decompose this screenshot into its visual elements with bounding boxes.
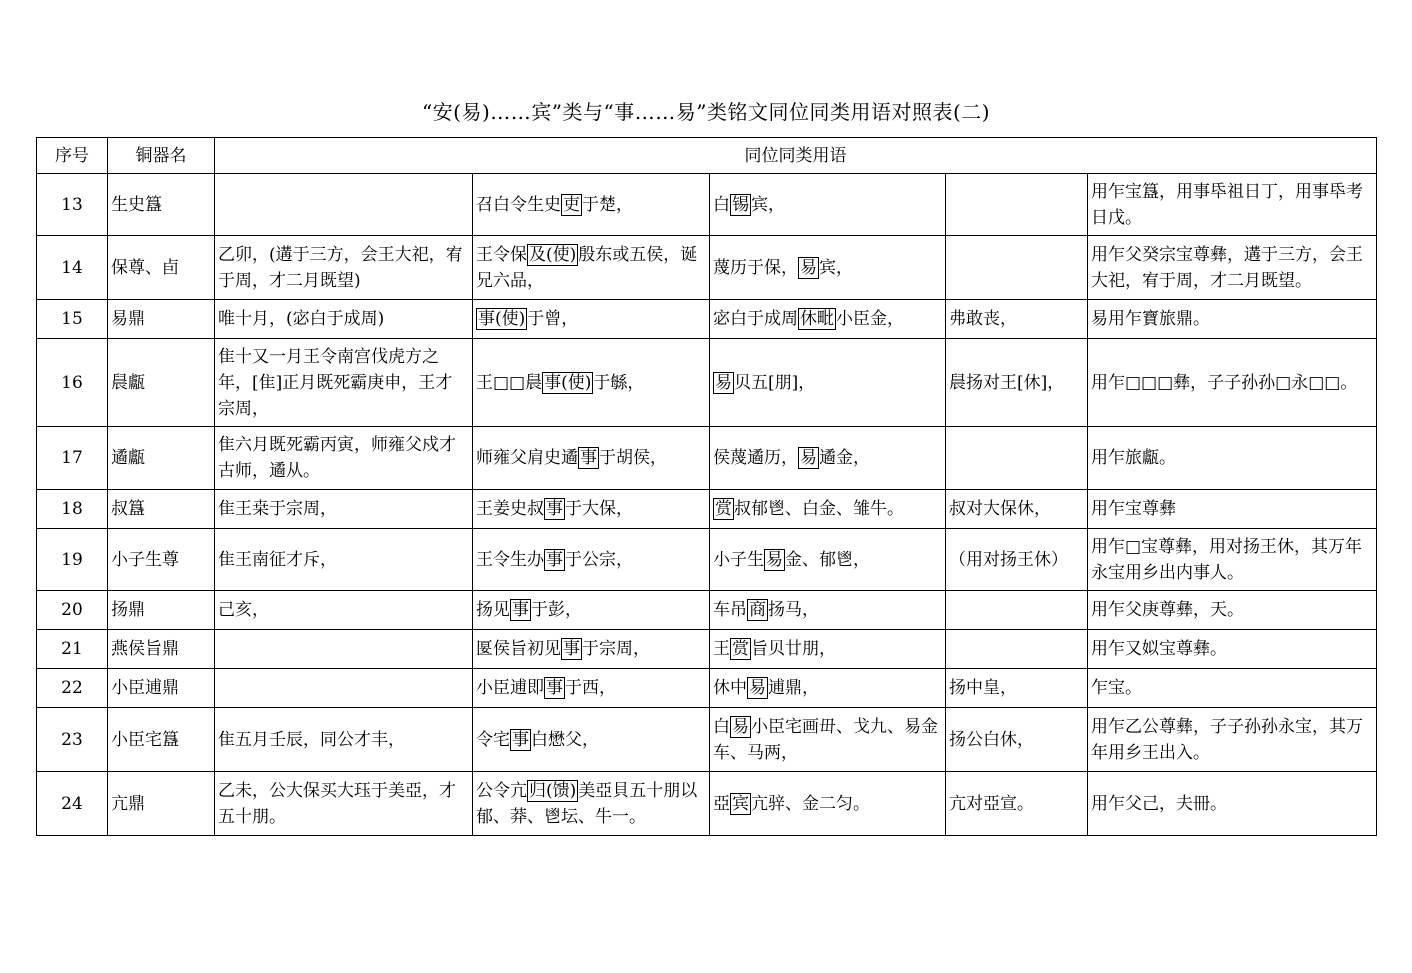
row-number: 22: [37, 669, 108, 708]
inscription-text: 用乍宝簋，用事氒祖日丁，用事氒考日戊。: [1091, 181, 1363, 228]
reward-cell: [710, 339, 946, 427]
dispatch-cell: [473, 174, 710, 236]
bronze-name: 小臣宅簋: [108, 708, 215, 772]
inscription-text: 于彭，: [531, 600, 582, 620]
page-title: “安(易)……宾”类与“事……易”类铭文同位同类用语对照表(二): [421, 100, 991, 124]
inscription-text: 蔑历于保，: [713, 257, 798, 278]
boxed-term: 易: [749, 678, 766, 698]
inscription-text: 乙未，公大保买大珏于美亞，才五十朋。: [218, 780, 456, 827]
row-number: 21: [37, 630, 108, 669]
praise-cell: [946, 772, 1088, 836]
time-cell: [215, 772, 473, 836]
inscription-text: 王令生办: [476, 549, 544, 570]
boxed-term: 事: [512, 729, 529, 750]
boxed-term: 休毗: [800, 309, 834, 329]
table-row: [37, 174, 1377, 236]
row-number: 18: [37, 490, 108, 529]
dispatch-cell: [473, 490, 710, 529]
dispatch-cell: [473, 772, 710, 836]
dedication-cell: [1088, 669, 1377, 708]
dispatch-cell: [473, 591, 710, 630]
inscription-text: 休中: [713, 678, 747, 698]
dispatch-cell: [473, 630, 710, 669]
inscription-text: 小臣金，: [836, 309, 904, 329]
inscription-text: 贝五[朋]，: [734, 372, 816, 393]
dispatch-cell: [473, 236, 710, 300]
praise-cell: [946, 174, 1088, 236]
inscription-text: 亢对亞宣。: [949, 793, 1034, 814]
inscription-text: 叔郁鬯、白金、雏牛。: [734, 499, 904, 519]
praise-cell: [946, 630, 1088, 669]
reward-cell: [710, 529, 946, 591]
table-row: [37, 772, 1377, 836]
praise-cell: [946, 236, 1088, 300]
dispatch-cell: [473, 708, 710, 772]
inscription-text: 用乍父己，夫冊。: [1091, 793, 1227, 814]
bronze-name: 遹甗: [108, 427, 215, 490]
inscription-text: 召白令生史: [476, 194, 561, 215]
inscription-text: 扬中皇，: [949, 678, 1017, 698]
time-cell: [215, 236, 473, 300]
inscription-text: 于楚，: [582, 194, 633, 215]
inscription-text: 用乍乙公尊彝，子子孙孙永宝，其万年用乡王出入。: [1091, 716, 1363, 763]
inscription-text: 隹王桒于宗周，: [218, 499, 337, 519]
inscription-text: 王□□䢅: [476, 372, 543, 393]
inscription-text: 遹金，: [819, 448, 870, 468]
inscription-text: 己亥，: [218, 600, 269, 620]
dedication-cell: [1088, 236, 1377, 300]
boxed-term: 易: [800, 257, 817, 278]
dispatch-cell: [473, 427, 710, 490]
row-number: 17: [37, 427, 108, 490]
inscription-text: 用乍父庚尊彝，天。: [1091, 600, 1244, 620]
boxed-term: 事: [563, 639, 580, 659]
dispatch-cell: [473, 529, 710, 591]
header-no: 序号: [37, 138, 108, 174]
inscription-text: 叔对大保休，: [949, 499, 1051, 519]
inscription-text: 扬马，: [768, 600, 819, 620]
reward-cell: [710, 772, 946, 836]
inscription-text: 隹六月既死霸丙寅，师雍父戍才古师，遹从。: [218, 435, 456, 481]
boxed-term: 易: [715, 372, 732, 393]
boxed-term: 吏: [563, 194, 580, 215]
bronze-name: 扬鼎: [108, 591, 215, 630]
inscription-text: 小子生: [713, 549, 764, 570]
boxed-term: 及(使): [529, 244, 577, 265]
inscription-text: （用对扬王休）: [949, 549, 1068, 570]
inscription-text: 匽侯旨初见: [476, 639, 561, 659]
inscription-text: 于西，: [565, 678, 616, 698]
inscription-text: 王: [713, 639, 730, 659]
table-row: [37, 630, 1377, 669]
inscription-text: 公令亢: [476, 780, 527, 801]
inscription-text: 用乍旅甗。: [1091, 448, 1176, 468]
inscription-text: 扬见: [476, 600, 510, 620]
row-number: 13: [37, 174, 108, 236]
dispatch-cell: [473, 669, 710, 708]
boxed-term: 事: [546, 678, 563, 698]
boxed-term: 宾: [732, 793, 749, 814]
row-number: 14: [37, 236, 108, 300]
dedication-cell: [1088, 591, 1377, 630]
inscription-text: 亞: [713, 793, 730, 814]
bronze-name: 叔簋: [108, 490, 215, 529]
bronze-name: 小臣逋鼎: [108, 669, 215, 708]
boxed-term: 易: [766, 549, 783, 570]
inscription-text: 旨贝廿朋，: [751, 639, 836, 659]
inscription-text: 亢骍、金二匀。: [751, 793, 870, 814]
inscription-text: 弗敢丧，: [949, 309, 1017, 329]
row-number: 20: [37, 591, 108, 630]
table-row: [37, 427, 1377, 490]
table-row: [37, 490, 1377, 529]
table-row: [37, 529, 1377, 591]
inscription-text: 美亞貝五十朋以郁、莽、鬯坛、牛一。: [476, 780, 698, 827]
praise-cell: [946, 339, 1088, 427]
reward-cell: [710, 300, 946, 339]
inscription-text: 小臣宅画毌、戈九、易金车、马两，: [713, 716, 938, 763]
boxed-term: 事: [546, 549, 563, 570]
inscription-text: 白懋父，: [531, 729, 599, 750]
bronze-name: 小子生尊: [108, 529, 215, 591]
dedication-cell: [1088, 300, 1377, 339]
time-cell: [215, 174, 473, 236]
inscription-text: 于大保，: [565, 499, 633, 519]
inscription-text: 乙卯，(遘于三方，会王大祀，宥于周，才二月既望): [218, 244, 463, 291]
boxed-term: 赏: [732, 639, 749, 659]
praise-cell: [946, 669, 1088, 708]
row-number: 19: [37, 529, 108, 591]
time-cell: [215, 529, 473, 591]
inscription-text: 用乍父癸宗宝尊彝，遘于三方，会王大祀，宥于周，才二月既望。: [1091, 244, 1363, 291]
table-row: [37, 708, 1377, 772]
bronze-name: 生史簋: [108, 174, 215, 236]
inscription-text: 宾，: [819, 257, 853, 278]
praise-cell: [946, 591, 1088, 630]
dedication-cell: [1088, 339, 1377, 427]
inscription-text: 车吊: [713, 600, 747, 620]
inscription-text: 白: [713, 716, 730, 737]
inscription-text: 易用乍寶旅鼎。: [1091, 309, 1210, 329]
dedication-cell: [1088, 490, 1377, 529]
table-row: [37, 591, 1377, 630]
inscription-text: 逋鼎，: [768, 678, 819, 698]
boxed-term: 事: [512, 600, 529, 620]
praise-cell: [946, 490, 1088, 529]
praise-cell: [946, 300, 1088, 339]
reward-cell: [710, 591, 946, 630]
inscription-text: 宓白于成周: [713, 309, 798, 329]
row-number: 15: [37, 300, 108, 339]
inscription-text: 䢅扬对王[休]，: [949, 372, 1065, 393]
row-number: 16: [37, 339, 108, 427]
boxed-term: 事: [580, 448, 597, 468]
inscription-text: 金、郁鬯，: [785, 549, 870, 570]
boxed-term: 归(馈): [529, 780, 577, 801]
boxed-term: 事: [546, 499, 563, 519]
dispatch-cell: [473, 300, 710, 339]
time-cell: [215, 339, 473, 427]
inscription-text: 白: [713, 194, 730, 215]
praise-cell: [946, 529, 1088, 591]
boxed-term: 赏: [715, 499, 732, 519]
dedication-cell: [1088, 427, 1377, 490]
bronze-name: 易鼎: [108, 300, 215, 339]
praise-cell: [946, 708, 1088, 772]
inscription-text: 于胡侯，: [599, 448, 667, 468]
dedication-cell: [1088, 529, 1377, 591]
boxed-term: 易: [800, 448, 817, 468]
dispatch-cell: [473, 339, 710, 427]
inscription-text: 王令保: [476, 244, 527, 265]
inscription-text: 隹王南征才斥，: [218, 549, 337, 570]
time-cell: [215, 669, 473, 708]
boxed-term: 商: [749, 600, 766, 620]
table-row: [37, 339, 1377, 427]
inscription-text: 用乍□□□彝，子子孙孙□永□□。: [1091, 372, 1358, 393]
bronze-name: 保尊、卣: [108, 236, 215, 300]
inscription-text: 隹十又一月王令南宫伐虎方之年，[隹]正月既死霸庚申，王才宗周，: [218, 346, 453, 419]
time-cell: [215, 708, 473, 772]
inscription-text: 用乍又姒宝尊彝。: [1091, 639, 1227, 659]
boxed-term: 锡: [732, 194, 749, 215]
time-cell: [215, 300, 473, 339]
row-number: 24: [37, 772, 108, 836]
inscription-text: 王姜史叔: [476, 499, 544, 519]
reward-cell: [710, 427, 946, 490]
inscription-text: 侯蔑遹历，: [713, 448, 798, 468]
table-row: [37, 669, 1377, 708]
reward-cell: [710, 236, 946, 300]
inscription-text: 令宅: [476, 729, 510, 750]
inscription-text: 唯十月，(宓白于成周): [218, 309, 385, 329]
inscription-text: 殷东或五侯，诞兄六品，: [476, 244, 698, 291]
bronze-name: 䢅甗: [108, 339, 215, 427]
boxed-term: 事(使): [544, 372, 592, 393]
inscription-text: 用乍宝尊彝: [1091, 499, 1176, 519]
praise-cell: [946, 427, 1088, 490]
dedication-cell: [1088, 708, 1377, 772]
inscription-text: 乍宝。: [1091, 678, 1142, 698]
header-row: [37, 138, 1377, 174]
time-cell: [215, 427, 473, 490]
inscription-text: 扬公白休，: [949, 729, 1034, 750]
reward-cell: [710, 708, 946, 772]
reward-cell: [710, 174, 946, 236]
reward-cell: [710, 490, 946, 529]
dedication-cell: [1088, 772, 1377, 836]
boxed-term: 易: [732, 716, 749, 737]
row-number: 23: [37, 708, 108, 772]
inscription-text: 用乍□宝尊彝，用对扬王休，其万年永宝用乡出内事人。: [1091, 536, 1363, 583]
dedication-cell: [1088, 630, 1377, 669]
inscription-text: 于緐，: [593, 372, 645, 393]
time-cell: [215, 630, 473, 669]
bronze-name: 燕侯旨鼎: [108, 630, 215, 669]
header-terms: 同位同类用语: [215, 138, 1377, 174]
reward-cell: [710, 669, 946, 708]
inscription-text: 师雍父肩史遹: [476, 448, 578, 468]
inscription-text: 隹五月壬辰，同公才丰，: [218, 729, 405, 750]
inscription-text: 于曾，: [527, 309, 579, 329]
header-name: 铜器名: [108, 138, 215, 174]
table-row: [37, 236, 1377, 300]
inscription-text: 小臣逋即: [476, 678, 544, 698]
inscription-text: 于宗周，: [582, 639, 650, 659]
comparison-table: [36, 137, 1377, 836]
inscription-text: 于公宗，: [565, 549, 633, 570]
dedication-cell: [1088, 174, 1377, 236]
time-cell: [215, 591, 473, 630]
bronze-name: 亢鼎: [108, 772, 215, 836]
inscription-text: 宾，: [751, 194, 785, 215]
boxed-term: 事(使): [478, 309, 526, 329]
reward-cell: [710, 630, 946, 669]
table-row: [37, 300, 1377, 339]
time-cell: [215, 490, 473, 529]
